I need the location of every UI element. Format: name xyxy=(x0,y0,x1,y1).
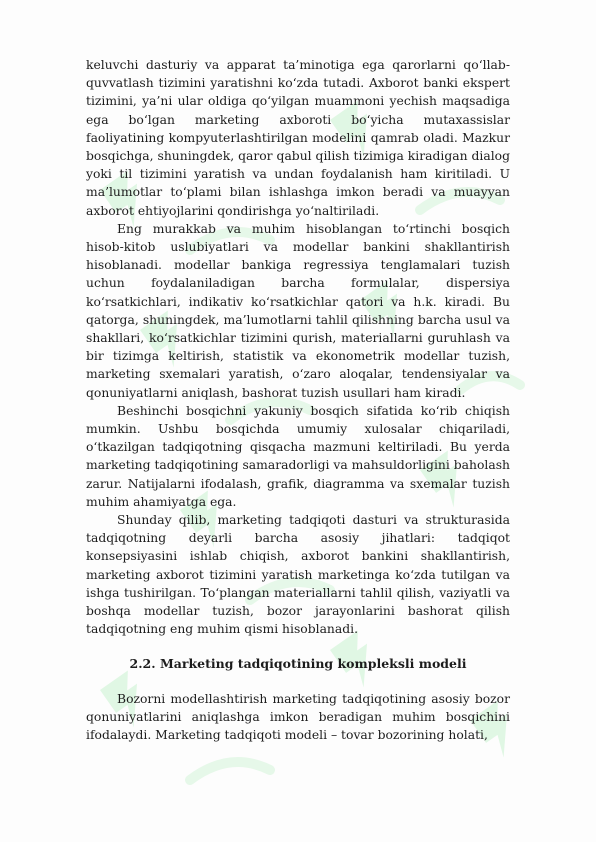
paragraph: keluvchi dasturiy va apparat ta’minotiga ega qarorlarni qo‘llab-quvvatlash tizimini yaratishni ko‘zda tutadi. Axborot banki ekspert tizimini, ya’ni ular oldiga qo‘yilgan muammoni yechish maqsadiga ega bo‘lgan marketing axboroti bo‘yicha mutaxassislar faoliyatining kompyuterlashtirilgan modelini qamrab oladi. Mazkur bosqichga, shuningdek, qaror qabul qilish tizimiga kiradigan dialog yoki til tizimini yaratish va undan foydalanish ham kiritiladi. U ma’lumotlar to‘plami bilan ishlashga imkon beradi va muayyan axborot ehtiyojlarini qondirishga yo‘naltiriladi. xyxy=(86,58,510,218)
paragraph: Eng murakkab va muhim hisoblangan to‘rtinchi bosqich hisob-kitob uslubiyatlari va modellar bankini shakllantirish hisoblanadi. modellar bankiga regressiya tenglamalari tuzish uchun foydalaniladigan barcha formulalar, dispersiya ko‘rsatkichlari, indikativ ko‘rsatkichlar qatori va h.k. kiradi. Bu qatorga, shuningdek, ma’lumotlarni tahlil qilishning barcha usul va shakllari, ko‘rsatkichlar tizimini qurish, materiallarni guruhlash va bir tizimga keltirish, statistik va ekonometrik modellar tuzish, marketing sxemalari yaratish, o‘zaro aloqalar, tendensiyalar va qonuniyatlarni aniqlash, bashorat tuzish usullari ham kiradi. xyxy=(86,221,510,400)
paragraph: Shunday qilib, marketing tadqiqoti dasturi va strukturasida tadqiqotning deyarli barcha asosiy jihatlari: tadqiqot konsepsiyasini ishlab chiqish, axborot bankini shakllantirish, marketing axborot tizimini yaratish marketinga ko‘zda tutilgan va ishga tushirilgan. To‘plangan materiallarni tahlil qilish, vaziyatli va boshqa modellar tuzish, bozor jarayonlarini bashorat qilish tadqiqotning eng muhim qismi hisoblanadi. xyxy=(86,513,510,637)
document-body xyxy=(86,56,510,744)
section-heading: 2.2. Marketing tadqiqotining kompleksli modeli xyxy=(129,655,467,671)
paragraph: Beshinchi bosqichni yakuniy bosqich sifatida ko‘rib chiqish mumkin. Ushbu bosqichda umumiy xulosalar chiqariladi, o‘tkazilgan tadqiqotning qisqacha mazmuni keltiriladi. Bu yerda marketing tadqiqotining samaradorligi va mahsuldorligini baholash zarur. Natijalarni ifodalash, grafik, diagramma va sxemalar tuzish muhim ahamiyatga ega. xyxy=(86,403,510,509)
paragraph: Bozorni modellashtirish marketing tadqiqotining asosiy bozor qonuniyatlarini aniqlashga imkon beradigan muhim bosqichini ifodalaydi. Marketing tadqiqoti modeli – tovar bozorining holati, xyxy=(86,691,510,743)
